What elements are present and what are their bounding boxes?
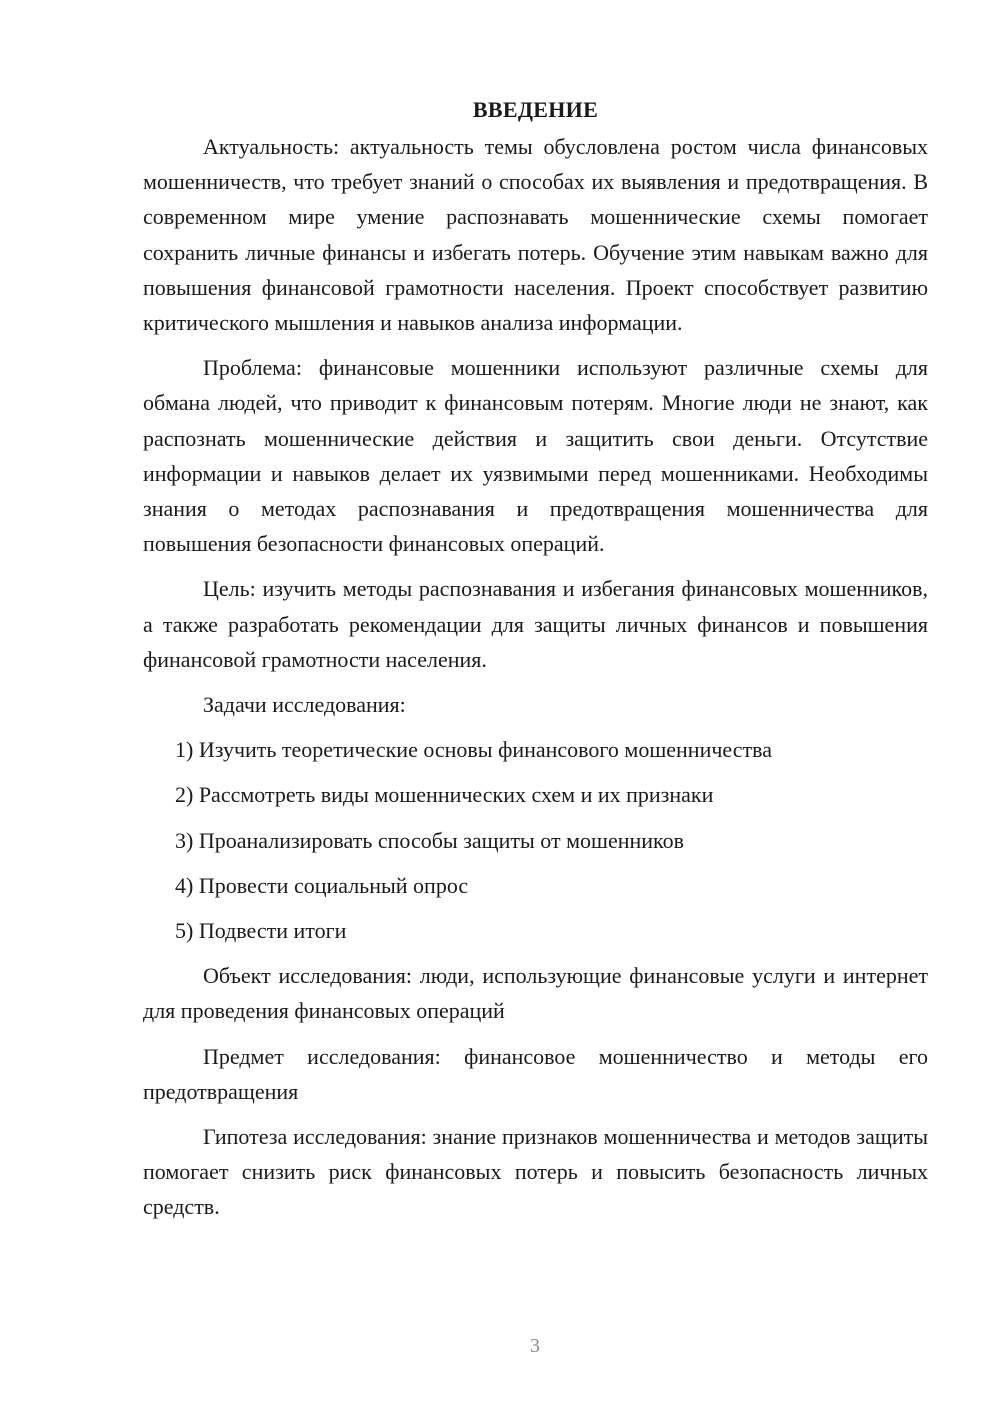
paragraph-goal: Цель: изучить методы распознавания и избегания финансовых мошенников, а также разработать рекомендации для защиты личных финансов и повышения финансовой грамотности населения.: [143, 576, 928, 672]
paragraph-object: Объект исследования: люди, использующие финансовые услуги и интернет для проведения финансовых операций: [143, 963, 928, 1024]
paragraph-subject: Предмет исследования: финансовое мошенничество и методы его предотвращения: [143, 1043, 928, 1104]
list-item: 5) Подвести итоги: [175, 918, 347, 944]
paragraph-problem: Проблема: финансовые мошенники используют различные схемы для обмана людей, что приводит к финансовым потерям. Многие люди не знают, как распознать мошеннические действия и защитить свои деньги. Отсутствие информации и навыков делает их уязвимыми перед мошенниками. Необходимы знания о методах распознавания и предотвращения мошенничества для повышения безопасности финансовых операций.: [143, 355, 928, 557]
list-item: 1) Изучить теоретические основы финансового мошенничества: [175, 737, 772, 763]
tasks-heading: Задачи исследования:: [203, 692, 406, 718]
document-page: [143, 95, 928, 1235]
tasks-list: [143, 732, 928, 948]
list-item: 3) Проанализировать способы защиты от мошенников: [175, 827, 684, 853]
page-number: 3: [530, 1335, 540, 1357]
list-item: 2) Рассмотреть виды мошеннических схем и их признаки: [175, 782, 714, 808]
paragraph-hypothesis: Гипотеза исследования: знание признаков мошенничества и методов защиты помогает снизить риск финансовых потерь и повысить безопасность личных средств.: [143, 1124, 928, 1220]
list-item: 4) Провести социальный опрос: [175, 872, 469, 898]
section-title: ВВЕДЕНИЕ: [472, 97, 599, 122]
paragraph-relevance: Актуальность: актуальность темы обусловлена ростом числа финансовых мошенничеств, что требует знаний о способах их выявления и предотвращения. В современном мире умение распознавать мошеннические схемы помогает сохранить личные финансы и избегать потерь. Обучение этим навыкам важно для повышения финансовой грамотности населения. Проект способствует развитию критического мышления и навыков анализа информации.: [143, 134, 928, 336]
